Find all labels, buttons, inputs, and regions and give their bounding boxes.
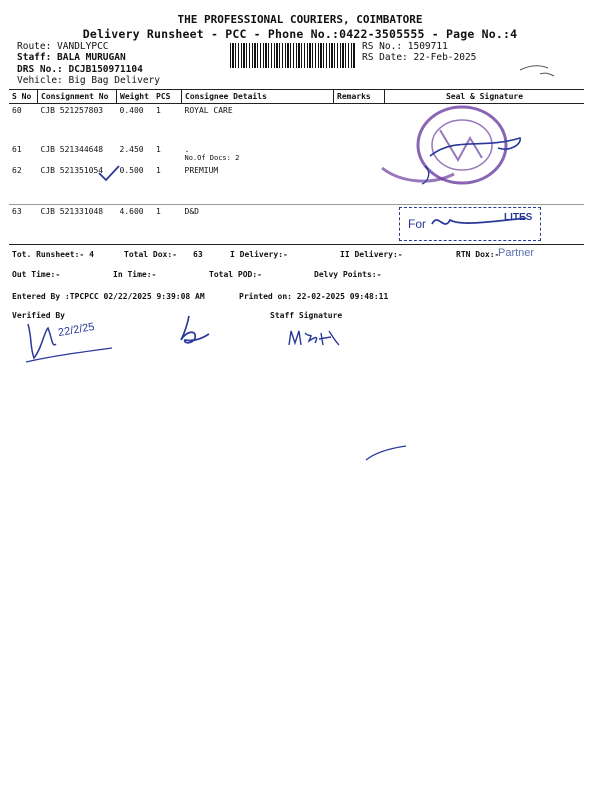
out-time: Out Time:- — [12, 270, 61, 279]
row-details: PREMIUM — [182, 164, 334, 205]
route-label: Route: VANDLYPCC — [17, 41, 109, 52]
row-consignment: CJB 521257803 — [40, 106, 104, 115]
row-details-text: . — [184, 145, 190, 154]
stray-pen-mark — [362, 440, 412, 464]
row-details: D&D — [182, 205, 334, 245]
company-title: THE PROFESSIONAL COURIERS, COIMBATORE — [177, 13, 423, 26]
vehicle-label: Vehicle: Big Bag Delivery — [17, 75, 160, 86]
row-pcs: 1 — [153, 164, 182, 205]
row-pcs: 1 — [156, 145, 161, 154]
staff-signature-label: Staff Signature — [270, 311, 343, 320]
partner-stamp: Partner — [498, 247, 535, 259]
col-seal: Seal & Signature — [385, 90, 585, 104]
total-runsheet: Tot. Runsheet:- 4 — [12, 250, 94, 259]
for-stamp-label: For — [408, 217, 426, 231]
row-consignment: CJB 521331048 — [38, 205, 117, 245]
rtn-dox: RTN Dox:- — [456, 250, 500, 259]
total-pod: Total POD:- — [209, 270, 262, 279]
runsheet-title: Delivery Runsheet - PCC - Phone No.:0422-3505555 - Page No.:4 — [82, 27, 518, 41]
row-sno: 60 — [12, 106, 22, 115]
total-dox-label: Total Dox:- — [124, 250, 177, 259]
check-mark-icon — [97, 163, 121, 183]
row-sno: 61 — [12, 145, 22, 154]
staff-label: Staff: BALA MURUGAN — [17, 52, 126, 63]
verified-by-label: Verified By — [12, 311, 65, 320]
printed-on: Printed on: 22-02-2025 09:48:11 — [239, 292, 389, 301]
row-pcs: 1 — [156, 106, 161, 115]
row-consignment: CJB 521351054 — [38, 164, 117, 205]
partial-stamp — [380, 160, 460, 190]
row-sno: 63 — [9, 205, 38, 245]
row-pcs: 1 — [153, 205, 182, 245]
row-details: ROYAL CARE — [184, 106, 233, 115]
stray-mark — [518, 60, 558, 80]
rs-date: RS Date: 22-Feb-2025 — [362, 52, 477, 63]
col-remarks: Remarks — [334, 90, 385, 104]
barcode — [230, 43, 356, 68]
verified-date: 22/2/25 — [57, 320, 96, 340]
delvy-points: Delvy Points:- — [314, 270, 382, 279]
in-time: In Time:- — [113, 270, 157, 279]
initials-signature — [175, 312, 215, 348]
col-consignee: Consignee Details — [182, 90, 334, 104]
row-details — [182, 143, 334, 164]
drs-label: DRS No.: DCJB150971104 — [17, 64, 143, 75]
row-weight: 0.500 — [117, 164, 154, 205]
staff-signature — [285, 325, 345, 351]
col-sno: S No — [9, 90, 38, 104]
row-weight: 0.400 — [119, 106, 144, 115]
stamp-signature — [430, 210, 533, 234]
row-docs-count: No.Of Docs: 2 — [184, 154, 240, 162]
row-weight: 4.600 — [117, 205, 154, 245]
total-dox-value: 63 — [193, 250, 203, 259]
rs-number: RS No.: 1509711 — [362, 41, 448, 52]
row-weight: 2.450 — [119, 145, 144, 154]
i-delivery: I Delivery:- — [230, 250, 288, 259]
col-pcs: PCS — [153, 90, 182, 104]
row-sno: 62 — [9, 164, 38, 205]
ii-delivery: II Delivery:- — [340, 250, 403, 259]
col-weight: Weight — [117, 90, 154, 104]
row-consignment: CJB 521344648 — [40, 145, 104, 154]
for-stamp-lites: LITES — [504, 212, 533, 223]
entered-by: Entered By :TPCPCC 02/22/2025 9:39:08 AM — [12, 292, 205, 301]
col-consignment: Consignment No — [38, 90, 117, 104]
